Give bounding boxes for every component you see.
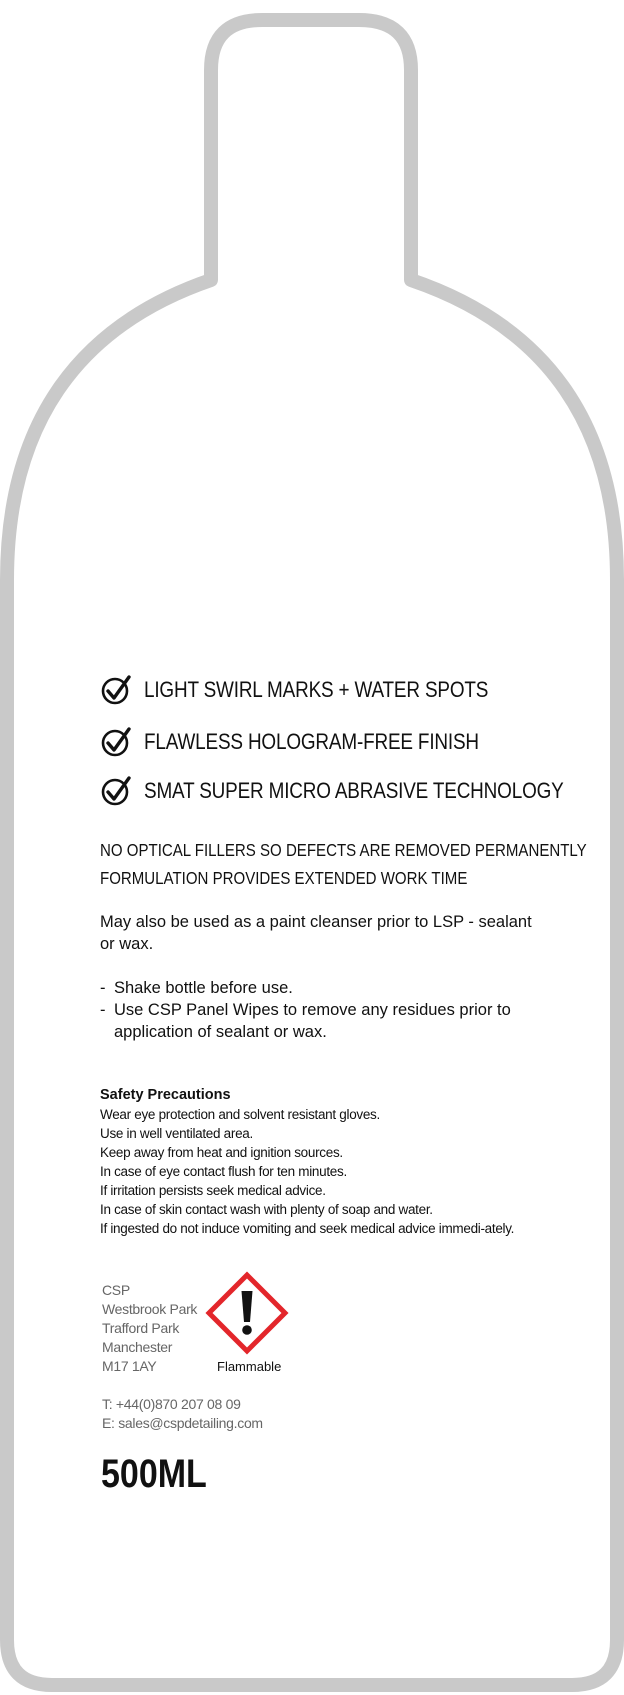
list-item: - Shake bottle before use.: [100, 977, 540, 999]
claim-line: NO OPTICAL FILLERS SO DEFECTS ARE REMOVED PERMANENTLY: [100, 840, 587, 860]
safety-line: If irritation persists seek medical advice.: [100, 1183, 326, 1198]
address-line: Manchester: [102, 1339, 173, 1355]
contact-details: [102, 1395, 263, 1433]
check-circle-icon: [100, 775, 132, 807]
feature-label: SMAT SUPER MICRO ABRASIVE TECHNOLOGY: [144, 778, 564, 803]
volume-label: 500ML: [101, 1452, 207, 1496]
feature-label: FLAWLESS HOLOGRAM-FREE FINISH: [144, 729, 479, 754]
email-address: E: sales@cspdetailing.com: [102, 1415, 263, 1431]
safety-line: Wear eye protection and solvent resistant gloves.: [100, 1107, 380, 1122]
usage-note: May also be used as a paint cleanser prior to LSP - sealant or wax.: [100, 913, 532, 953]
safety-line: In case of eye contact flush for ten minutes.: [100, 1164, 347, 1179]
feature-3: [100, 775, 624, 807]
address-line: CSP: [102, 1282, 130, 1298]
list-item: - Use CSP Panel Wipes to remove any residues prior to application of sealant or wax.: [100, 999, 540, 1043]
phone-number: T: +44(0)870 207 08 09: [102, 1396, 241, 1412]
address-line: M17 1AY: [102, 1358, 157, 1374]
instruction-list: [100, 977, 540, 1043]
safety-title: Safety Precautions: [100, 1087, 231, 1103]
claim-line: FORMULATION PROVIDES EXTENDED WORK TIME: [100, 868, 468, 888]
check-circle-icon: [100, 726, 132, 758]
hazard-label: Flammable: [217, 1359, 282, 1374]
safety-line: In case of skin contact wash with plenty of soap and water.: [100, 1202, 433, 1217]
safety-line: If ingested do not induce vomiting and seek medical advice immedi-ately.: [100, 1221, 515, 1236]
feature-label: LIGHT SWIRL MARKS + WATER SPOTS: [144, 677, 489, 702]
safety-precautions: [100, 1086, 540, 1238]
feature-1: [100, 674, 544, 706]
feature-2: [100, 726, 533, 758]
exclamation-hazard-icon: [205, 1271, 289, 1355]
address-line: Trafford Park: [102, 1320, 180, 1336]
address-line: Westbrook Park: [102, 1301, 198, 1317]
safety-line: Use in well ventilated area.: [100, 1126, 253, 1141]
check-circle-icon: [100, 674, 132, 706]
safety-line: Keep away from heat and ignition sources.: [100, 1145, 343, 1160]
company-address: [102, 1281, 197, 1376]
